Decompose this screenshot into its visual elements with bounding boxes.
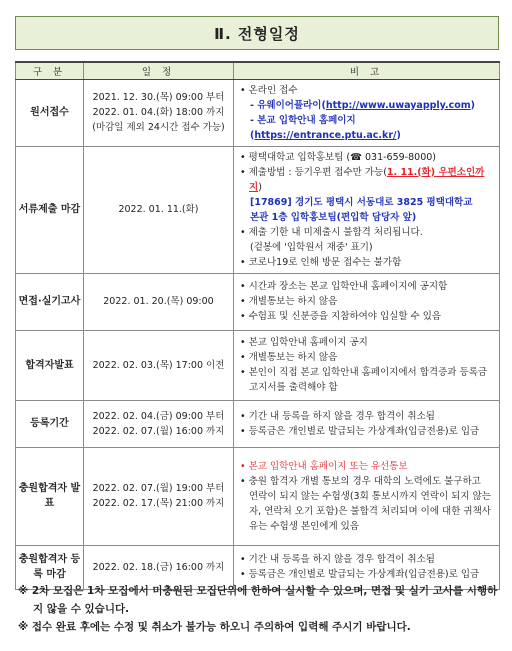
- row-dates: [84, 447, 234, 545]
- note-line: • 개별통보는 하지 않음: [240, 296, 338, 307]
- note-line: • 등록금은 개인별로 발급되는 가상계좌(입금전용)로 입금: [240, 569, 480, 580]
- date-line: 2022. 02. 03.(목) 17:00 이전: [92, 359, 225, 371]
- footnotes: [18, 582, 500, 636]
- note-text: • 제출방법 : 등기우편 접수만 가능(: [240, 166, 387, 178]
- row-category: 합격자발표: [16, 330, 84, 400]
- note-line: • 본인이 직접 본교 입학안내 홈페이지에서 합격증과 등록금 고지서를 출력해야 함: [240, 367, 487, 393]
- row-category: 면접·실기고사: [16, 273, 84, 330]
- date-line: 2022. 02. 18.(금) 16:00 까지: [92, 561, 225, 573]
- table-row: [16, 447, 500, 545]
- note-highlight: 1. 11.(화) 우편소인까지: [249, 166, 485, 193]
- date-line: 2022. 01. 20.(목) 09:00: [103, 296, 214, 307]
- note-line: 본관 1층 입학홍보팀(편입학 담당자 앞): [250, 211, 417, 223]
- note-text: ): [470, 99, 476, 111]
- note-line: • 등록금은 개인별로 발급되는 가상계좌(입금전용)로 입금: [240, 425, 480, 437]
- row-dates: [84, 79, 234, 146]
- row-category: 충원합격자 등록 마감: [16, 545, 84, 589]
- date-line: 2021. 12. 30.(목) 09:00 부터: [92, 92, 225, 103]
- note-line: • 평택대학교 입학홍보팀 (☎ 031-659-8000): [240, 151, 436, 163]
- row-notes: [234, 447, 500, 545]
- row-category: 충원합격자 발표: [16, 447, 84, 545]
- footnote: ※ 접수 완료 후에는 수정 및 취소가 불가능 하오니 주의하여 입력해 주시기 바랍니다.: [18, 621, 411, 633]
- note-line: (겉봉에 '입학원서 재중' 표기): [250, 241, 373, 253]
- row-dates: [84, 400, 234, 447]
- date-line: 2022. 02. 07.(월) 16:00 까지: [92, 425, 225, 437]
- note-text: - 유웨이어플라이(: [250, 99, 326, 111]
- note-line: [240, 165, 493, 195]
- row-category: 서류제출 마감: [16, 146, 84, 273]
- note-line: • 수험표 및 신분증을 지참하여야 입실할 수 있음: [240, 311, 442, 322]
- section-title: Ⅱ. 전형일정: [15, 16, 499, 50]
- row-category: 등록기간: [16, 400, 84, 447]
- row-category: 원서접수: [16, 79, 84, 146]
- note-text: - 본교 입학안내 홈페이지(: [250, 114, 356, 141]
- schedule-table: [15, 61, 500, 590]
- note-line: • 충원 합격자 개별 통보의 경우 대학의 노력에도 불구하고 연락이 되지 않는 수험생(3회 통보시까지 연락이 되지 않는 자, 연락처 오기 포함)은 불합격 처리되며 이에 대한 귀책사유는 수험생 본인에게 있음: [240, 475, 491, 532]
- table-row: [16, 330, 500, 400]
- date-line: (마감일 제외 24시간 접수 가능): [92, 122, 225, 133]
- row-notes: [234, 273, 500, 330]
- table-row: [16, 400, 500, 447]
- footnote: ※ 2차 모집은 1차 모집에서 미충원된 모집단위에 한하여 실시할 수 있으며, 면접 및 실기 고사를 시행하지 않을 수 있습니다.: [18, 585, 498, 615]
- row-notes: [234, 400, 500, 447]
- row-dates: [84, 146, 234, 273]
- entrance-link[interactable]: https://entrance.ptu.ac.kr/: [254, 129, 397, 141]
- note-line: [17869] 경기도 평택시 서동대로 3825 평택대학교: [250, 196, 473, 208]
- note-line: • 기간 내 등록을 하지 않을 경우 합격이 취소됨: [240, 410, 435, 422]
- row-notes: [234, 146, 500, 273]
- note-line: • 시간과 장소는 본교 입학안내 홈페이지에 공지함: [240, 281, 448, 292]
- note-line: [240, 98, 493, 113]
- note-line: • 온라인 접수: [240, 84, 298, 96]
- header-remarks: 비 고: [234, 62, 500, 79]
- table-row: [16, 79, 500, 146]
- note-line: • 본교 입학안내 홈페이지 또는 유선통보: [240, 460, 408, 472]
- table-row: [16, 146, 500, 273]
- row-dates: [84, 273, 234, 330]
- date-line: 2022. 02. 04.(금) 09:00 부터: [92, 410, 225, 422]
- uwayapply-link[interactable]: http://www.uwayapply.com: [325, 99, 471, 111]
- date-line: 2022. 02. 17.(목) 21:00 까지: [92, 498, 225, 509]
- header-category: 구 분: [16, 62, 84, 79]
- note-line: • 제출 기한 내 미제출시 불합격 처리됩니다.: [240, 226, 423, 238]
- row-dates: [84, 330, 234, 400]
- date-line: 2022. 01. 11.(화): [118, 204, 199, 215]
- header-schedule: 일 정: [84, 62, 234, 79]
- note-text: ): [396, 129, 401, 141]
- note-line: [240, 113, 493, 143]
- table-header-row: [16, 62, 500, 79]
- date-line: 2022. 01. 04.(화) 18:00 까지: [92, 107, 225, 118]
- note-line: • 코로나19로 인해 방문 접수는 불가함: [240, 256, 402, 268]
- note-line: • 기간 내 등록을 하지 않을 경우 합격이 취소됨: [240, 554, 435, 565]
- row-notes: [234, 330, 500, 400]
- note-line: • 개별통보는 하지 않음: [240, 352, 338, 363]
- date-line: 2022. 02. 07.(월) 19:00 부터: [92, 483, 225, 494]
- note-text: ): [258, 181, 262, 193]
- row-notes: [234, 79, 500, 146]
- note-line: • 본교 입학안내 홈페이지 공지: [240, 337, 368, 348]
- table-row: [16, 273, 500, 330]
